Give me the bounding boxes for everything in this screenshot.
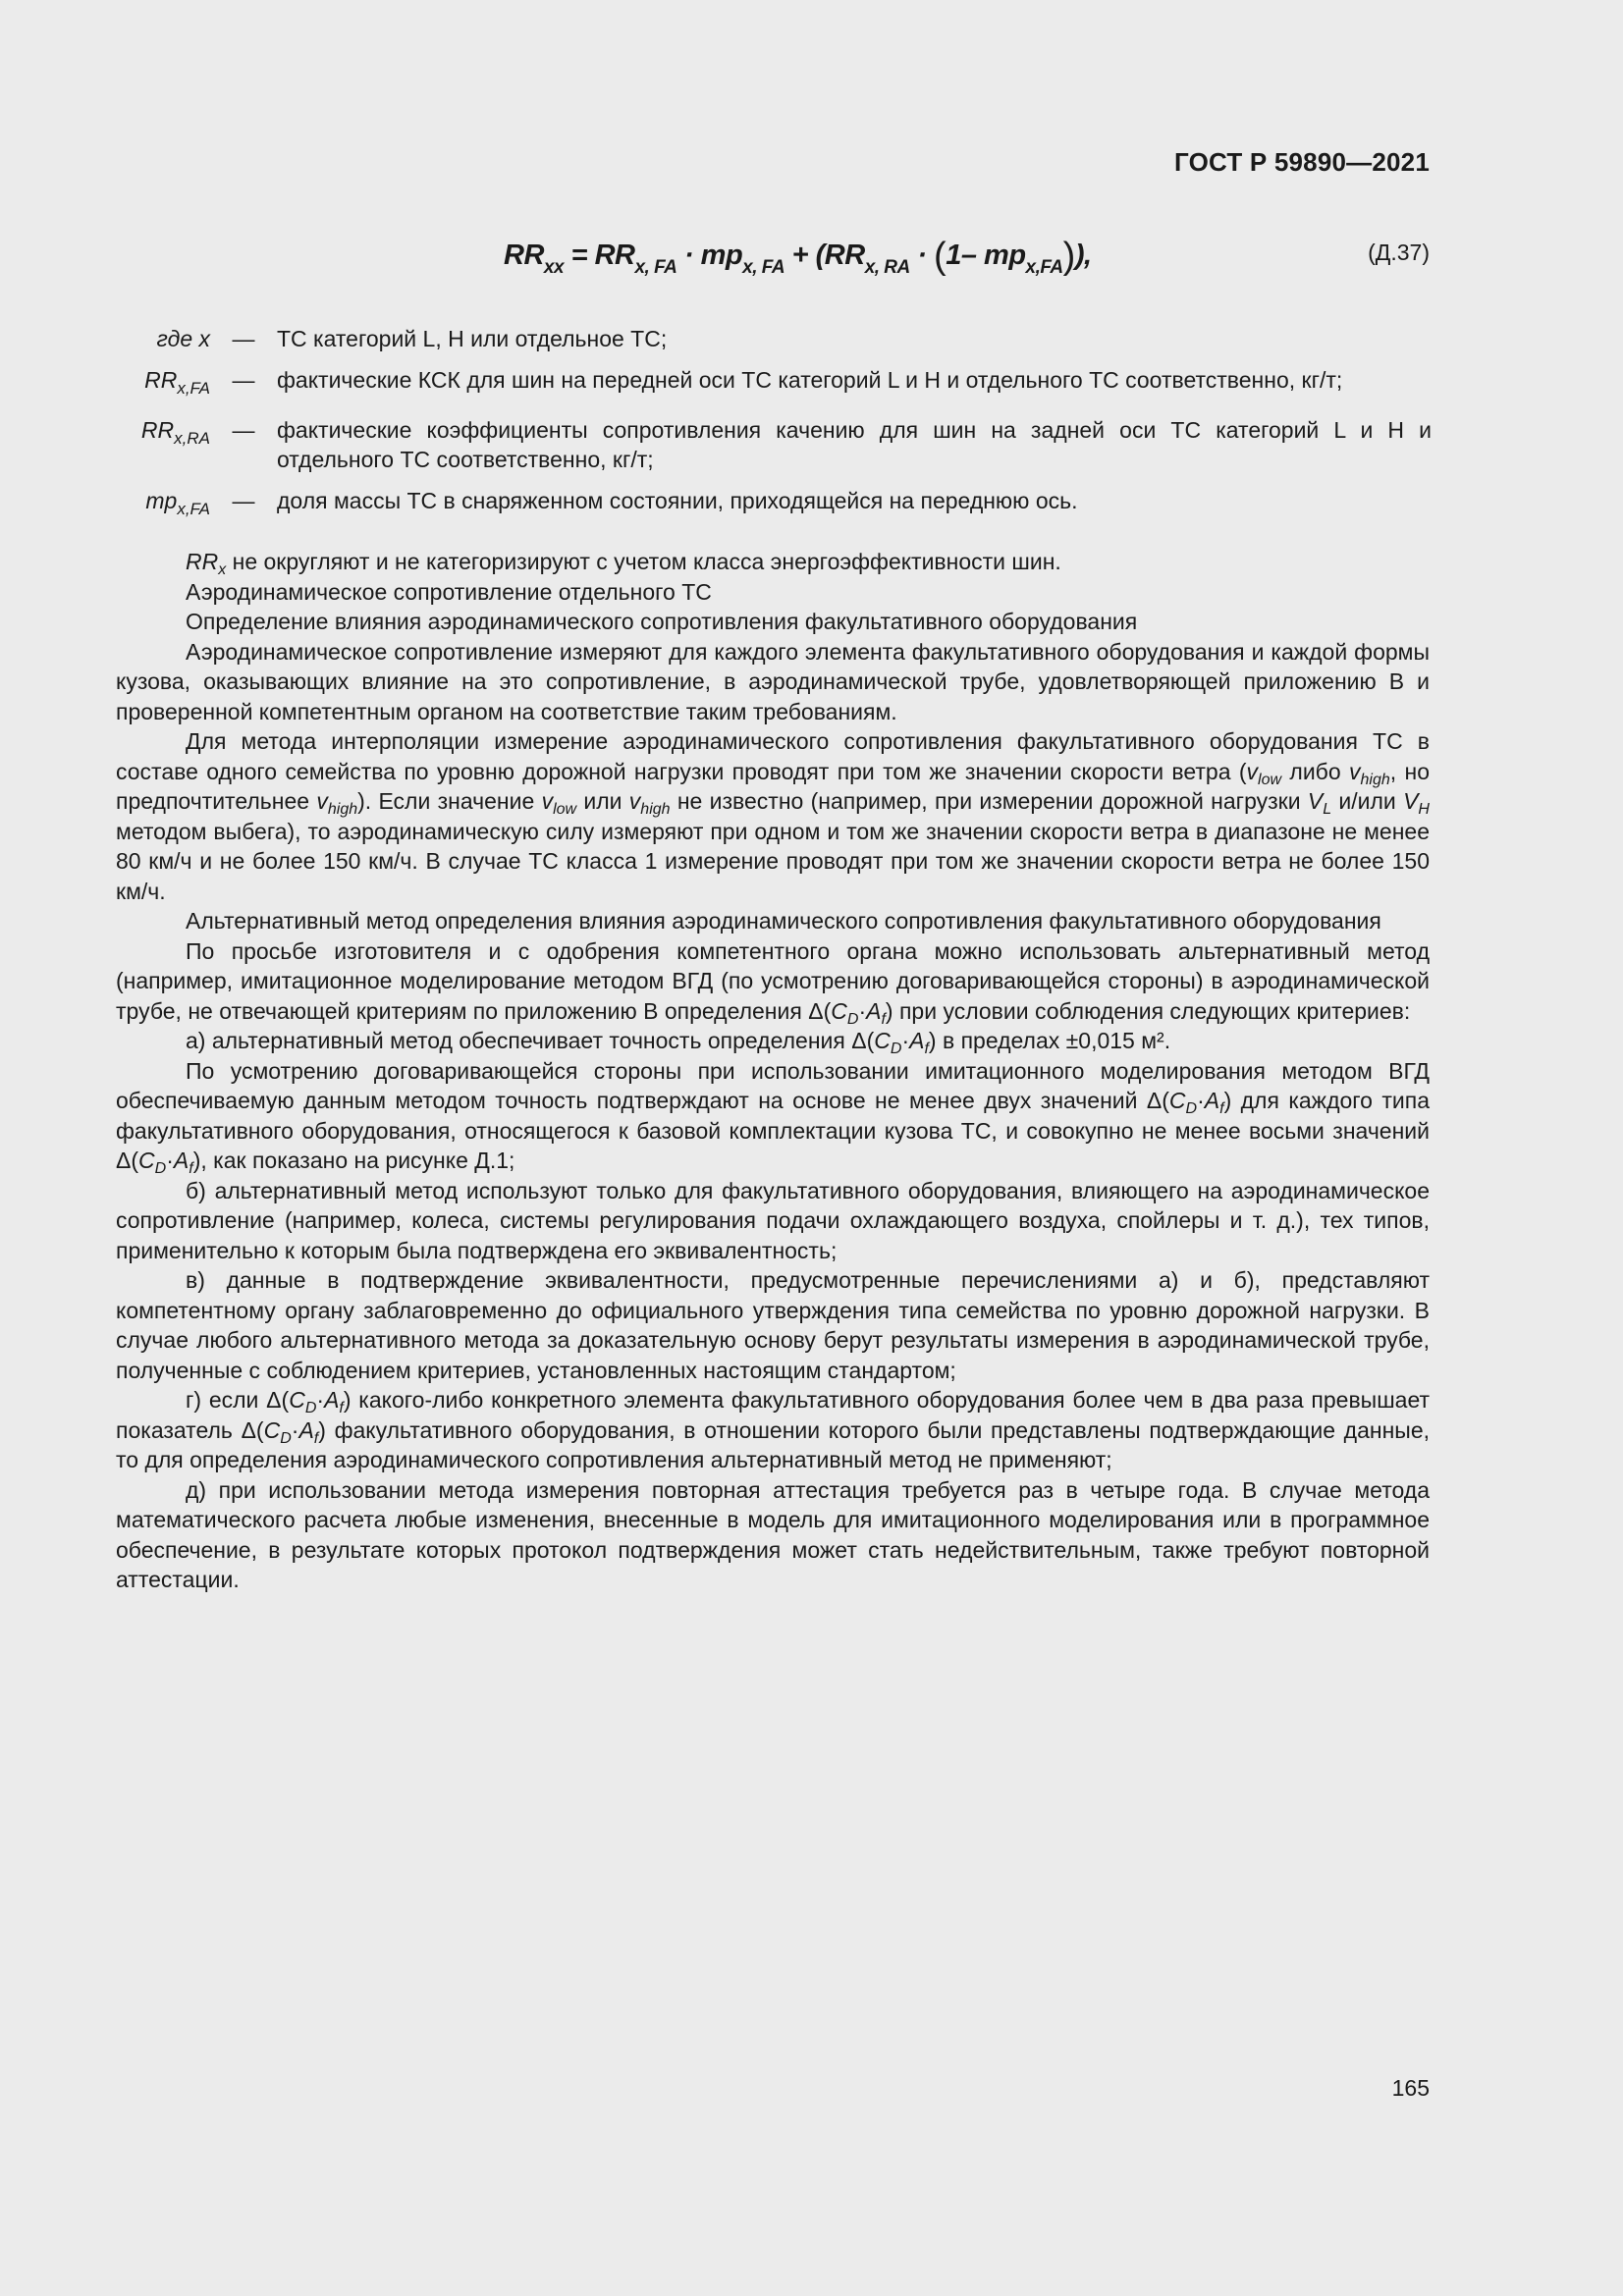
where-symbol: $RR_{x,FA}$ — [144, 367, 210, 398]
formula-number: (Д.37) — [1368, 240, 1430, 265]
where-row — [116, 486, 1432, 524]
where-definition: ТС категорий L, H или отдельное ТС; — [277, 326, 668, 351]
body-text — [116, 547, 1430, 1595]
where-dash: — — [232, 326, 255, 351]
paragraph-interpolation: Для метода интерполяции измерение аэродинамического сопротивления факультативного оборудования ТС в составе одного семейства по уровню дорожной нагрузки проводят при том же значении скорости ветра ($v_{low}$ либо $v_{high}$, но предпочтительнее $v_{high}$). Если значение $v_{low}$ или $v_{high}$ не известно (например, при измерении дорожной нагрузки $V_L$ и/или $V_H$ методом выбега), то аэродинамическую силу измеряют при одном и том же значении скорости ветра в диапазоне не менее 80 км/ч и не более 150 км/ч. В случае ТС класса 1 измерение проводят при том же значении скорости ветра не более 150 км/ч. — [116, 728, 1430, 904]
paragraph-alternative-method: По просьбе изготовителя и с одобрения компетентного органа можно использовать альтернативный метод (например, имитационное моделирование методом ВГД (по усмотрению договаривающейся стороны) в аэродинамической трубе, не отвечающей критериям по приложению В определения $\Delta(C_D\cdot A_f)$ при условии соблюдения следующих критериев: — [116, 937, 1430, 1028]
where-symbol: $mp_{x,FA}$ — [145, 488, 210, 518]
paragraph-rrx: $RR_x$ не округляют и не категоризируют с учетом класса энергоэффективности шин. — [186, 549, 1061, 578]
where-dash: — — [232, 488, 255, 513]
paragraph-criterion-c: в) данные в подтверждение эквивалентности, предусмотренные перечислениями а) и б), представляют компетентному органу заблаговременно до официального утверждения типа семейства по уровню дорожной нагрузки. В случае любого альтернативного метода за доказательную основу берут результаты измерения в аэродинамической трубе, полученные с соблюдением критериев, установленных настоящим стандартом; — [116, 1267, 1430, 1383]
paragraph-criterion-d: г) если $\Delta(C_D\cdot A_f)$ какого-либо конкретного элемента факультативного оборудования более чем в два раза превышает показатель $\Delta(C_D\cdot A_f)$ факультативного оборудования, в отношении которого были представлены подтверждающие данные, то для определения аэродинамического сопротивления альтернативный метод не применяют; — [116, 1387, 1431, 1472]
where-symbol: $RR_{x,RA}$ — [140, 417, 210, 448]
where-definition: фактические коэффициенты сопротивления качению для шин на задней оси ТС категорий L и H и отдельного ТС соответственно, кг/т; — [277, 417, 1432, 472]
page-number: 165 — [1391, 2075, 1430, 2101]
paragraph-criterion-a: а) альтернативный метод обеспечивает точность определения $\Delta(C_D\cdot A_f)$ в пределах ±0,015 м². — [186, 1028, 1171, 1057]
paragraph-heading-aero: Аэродинамическое сопротивление отдельного ТС — [186, 578, 712, 605]
where-list — [116, 324, 1432, 536]
paragraph-heading-alternative: Альтернативный метод определения влияния аэродинамического сопротивления факультативного оборудования — [186, 908, 1381, 934]
paragraph-criterion-b: б) альтернативный метод используют только для факультативного оборудования, влияющего на аэродинамическое сопротивление (например, колеса, системы регулирования подачи охлаждающего воздуха, спойлеры и т. д.), тех типов, применительно к которым была подтверждена его эквивалентность; — [116, 1177, 1430, 1263]
where-symbol: где x — [156, 326, 210, 351]
where-row — [116, 365, 1432, 403]
document-code: ГОСТ Р 59890—2021 — [1174, 147, 1430, 177]
where-dash: — — [232, 417, 255, 443]
formula-row — [0, 232, 1623, 281]
where-row — [116, 324, 1432, 353]
where-definition: фактические КСК для шин на передней оси ТС категорий L и H и отдельного ТС соответственно, кг/т; — [277, 367, 1343, 393]
where-dash: — — [232, 367, 255, 393]
paragraph-cfd-accuracy: По усмотрению договаривающейся стороны при использовании имитационного моделирования методом ВГД обеспечиваемую данным методом точность подтверждают на основе не менее двух значений $\Delta(C_D\cdot A_f)$ для каждого типа факультативного оборудования, относящегося к базовой комплектации кузова ТС, и совокупно не менее восьми значений $\Delta(C_D\cdot A_f)$, как показано на рисунке Д.1; — [116, 1057, 1430, 1177]
paragraph-criterion-e: д) при использовании метода измерения повторная аттестация требуется раз в четыре года. В случае метода математического расчета любые изменения, внесенные в модель для имитационного моделирования или в программное обеспечение, в результате которых протокол подтверждения может стать недействительным, также требуют повторной аттестации. — [116, 1476, 1430, 1592]
where-row — [116, 415, 1432, 474]
paragraph-aero-measure: Аэродинамическое сопротивление измеряют для каждого элемента факультативного оборудования и каждой формы кузова, оказывающих влияние на это сопротивление, в аэродинамической трубе, удовлетворяющей приложению В и проверенной компетентным органом на соответствие таким требованиям. — [116, 638, 1430, 724]
where-definition: доля массы ТС в снаряженном состоянии, приходящейся на переднюю ось. — [277, 488, 1078, 513]
paragraph-heading-optional: Определение влияния аэродинамического сопротивления факультативного оборудования — [186, 609, 1138, 634]
formula-d37: $RR_{xx} = RR_{x, FA} \cdot mp_{x, FA} + (RR_{x, RA} \cdot (1-$ $mp_{x,FA}$)), — [504, 236, 1092, 278]
